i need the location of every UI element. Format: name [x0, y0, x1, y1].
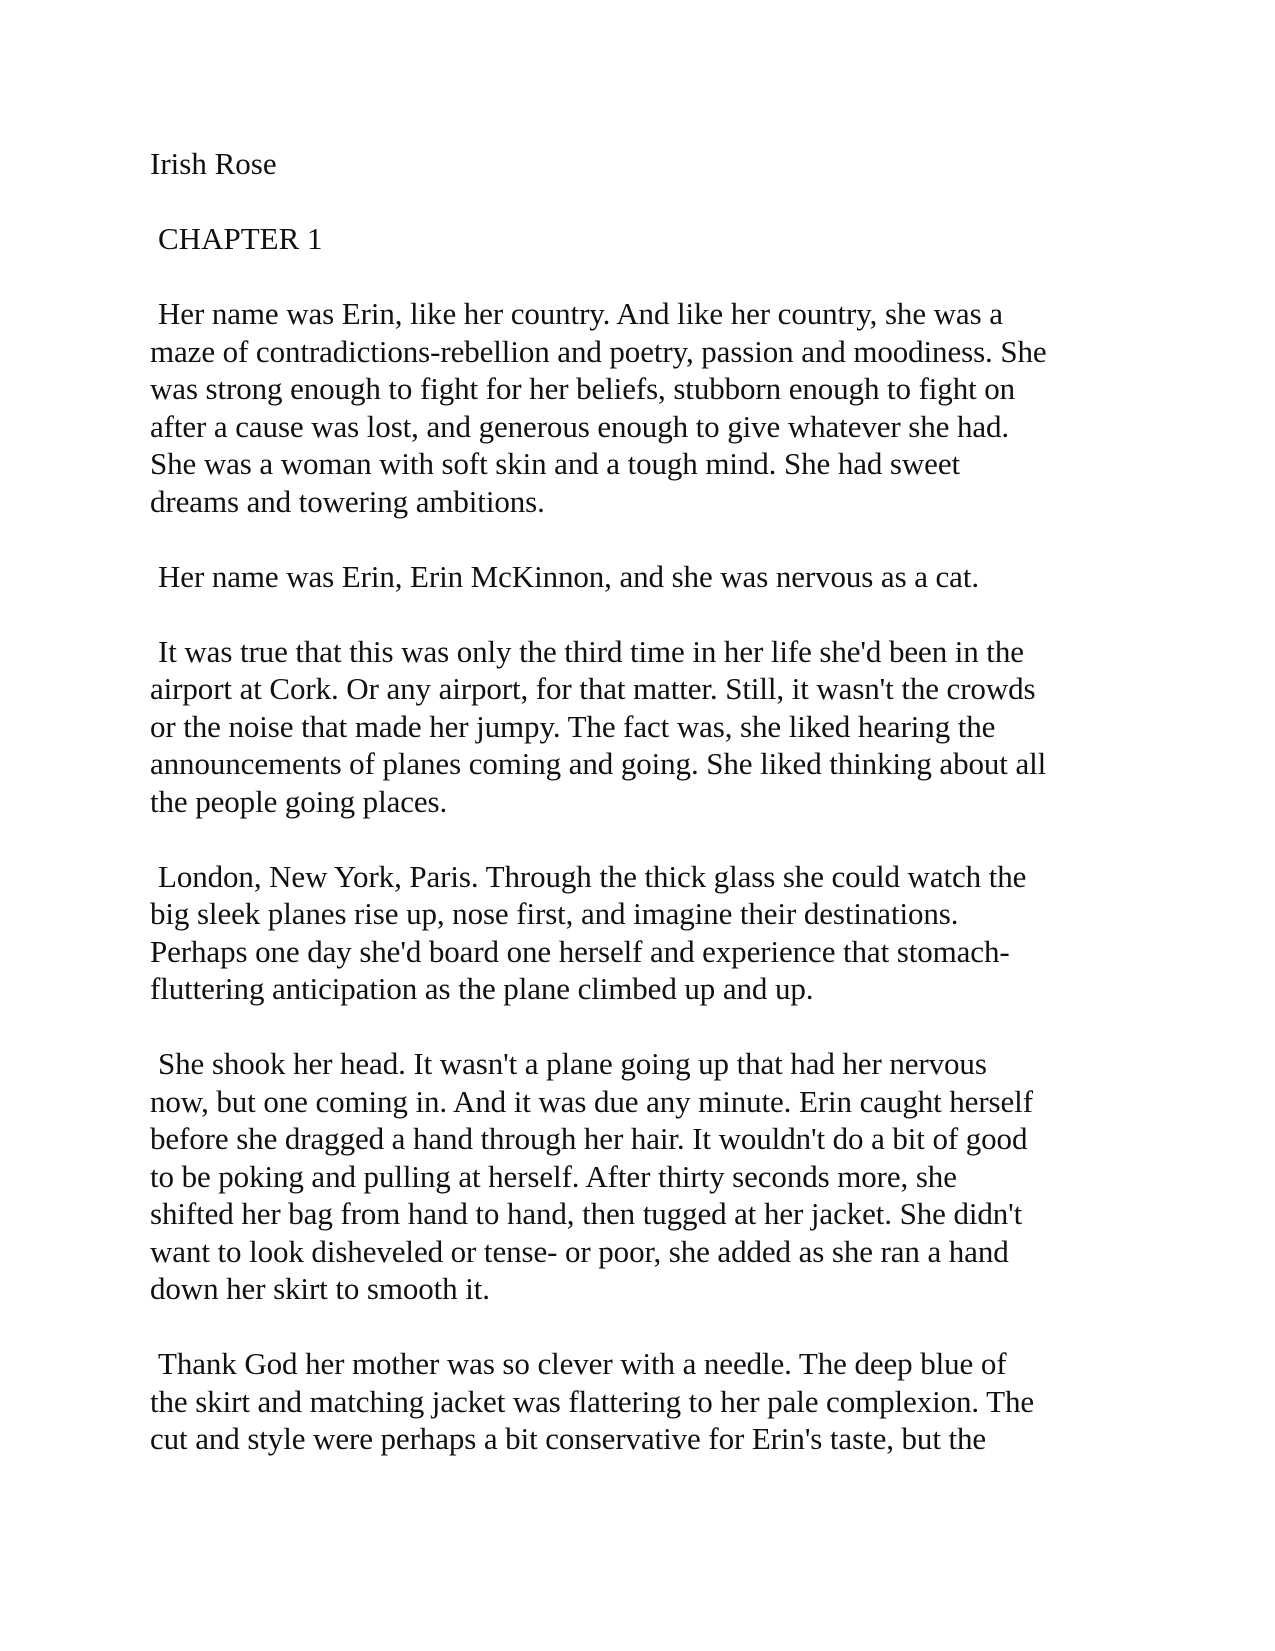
text-line: cut and style were perhaps a bit conservative for Erin's taste, but the — [150, 1421, 987, 1456]
text-line: London, New York, Paris. Through the thick glass she could watch the — [158, 858, 1027, 894]
text-line: fluttering anticipation as the plane climbed up and up. — [150, 971, 814, 1006]
book-title: Irish Rose — [150, 146, 277, 181]
document-body — [150, 145, 1150, 1458]
paragraph — [150, 558, 1150, 596]
text-line: Perhaps one day she'd board one herself and experience that stomach- — [150, 933, 1010, 969]
text-line: want to look disheveled or tense- or poor, she added as she ran a hand — [150, 1233, 1009, 1269]
text-line: It was true that this was only the third time in her life she'd been in the — [158, 633, 1024, 669]
text-line: Her name was Erin, like her country. And like her country, she was a — [158, 296, 1003, 331]
text-line: announcements of planes coming and going. She liked thinking about all — [150, 746, 1047, 781]
paragraph — [150, 633, 1150, 821]
text-line: was strong enough to fight for her beliefs, stubborn enough to fight on — [150, 371, 1016, 406]
text-line: now, but one coming in. And it was due any minute. Erin caught herself — [150, 1083, 1033, 1119]
text-line: the people going places. — [150, 783, 448, 819]
text-line: airport at Cork. Or any airport, for that matter. Still, it wasn't the crowds — [150, 671, 1036, 706]
paragraph — [150, 295, 1150, 520]
text-line: or the noise that made her jumpy. The fact was, she liked hearing the — [150, 708, 996, 744]
spacer — [150, 258, 1150, 296]
paragraph — [150, 858, 1150, 1008]
spacer — [150, 1308, 1150, 1346]
spacer — [150, 1008, 1150, 1046]
text-line: after a cause was lost, and generous enough to give whatever she had. — [150, 408, 1010, 444]
spacer — [150, 595, 1150, 633]
text-line: down her skirt to smooth it. — [150, 1271, 490, 1306]
text-line: maze of contradictions-rebellion and poetry, passion and moodiness. She — [150, 333, 1047, 369]
text-line: to be poking and pulling at herself. After thirty seconds more, she — [150, 1158, 957, 1194]
text-line: She shook her head. It wasn't a plane going up that had her nervous — [158, 1046, 987, 1081]
text-line: Thank God her mother was so clever with a needle. The deep blue of — [158, 1346, 1007, 1381]
paragraph — [150, 1045, 1150, 1308]
spacer — [150, 520, 1150, 558]
text-line: dreams and towering ambitions. — [150, 483, 545, 519]
text-line: big sleek planes rise up, nose first, and imagine their destinations. — [150, 896, 959, 931]
spacer — [150, 820, 1150, 858]
text-line: Her name was Erin, Erin McKinnon, and she was nervous as a cat. — [158, 558, 979, 594]
paragraph — [150, 1345, 1150, 1458]
text-line: the skirt and matching jacket was flattering to her pale complexion. The — [150, 1383, 1035, 1419]
text-line: before she dragged a hand through her hair. It wouldn't do a bit of good — [150, 1121, 1028, 1156]
text-line: shifted her bag from hand to hand, then tugged at her jacket. She didn't — [150, 1196, 1023, 1231]
chapter-heading: CHAPTER 1 — [158, 221, 323, 256]
spacer — [150, 183, 1150, 221]
text-line: She was a woman with soft skin and a tough mind. She had sweet — [150, 446, 961, 481]
